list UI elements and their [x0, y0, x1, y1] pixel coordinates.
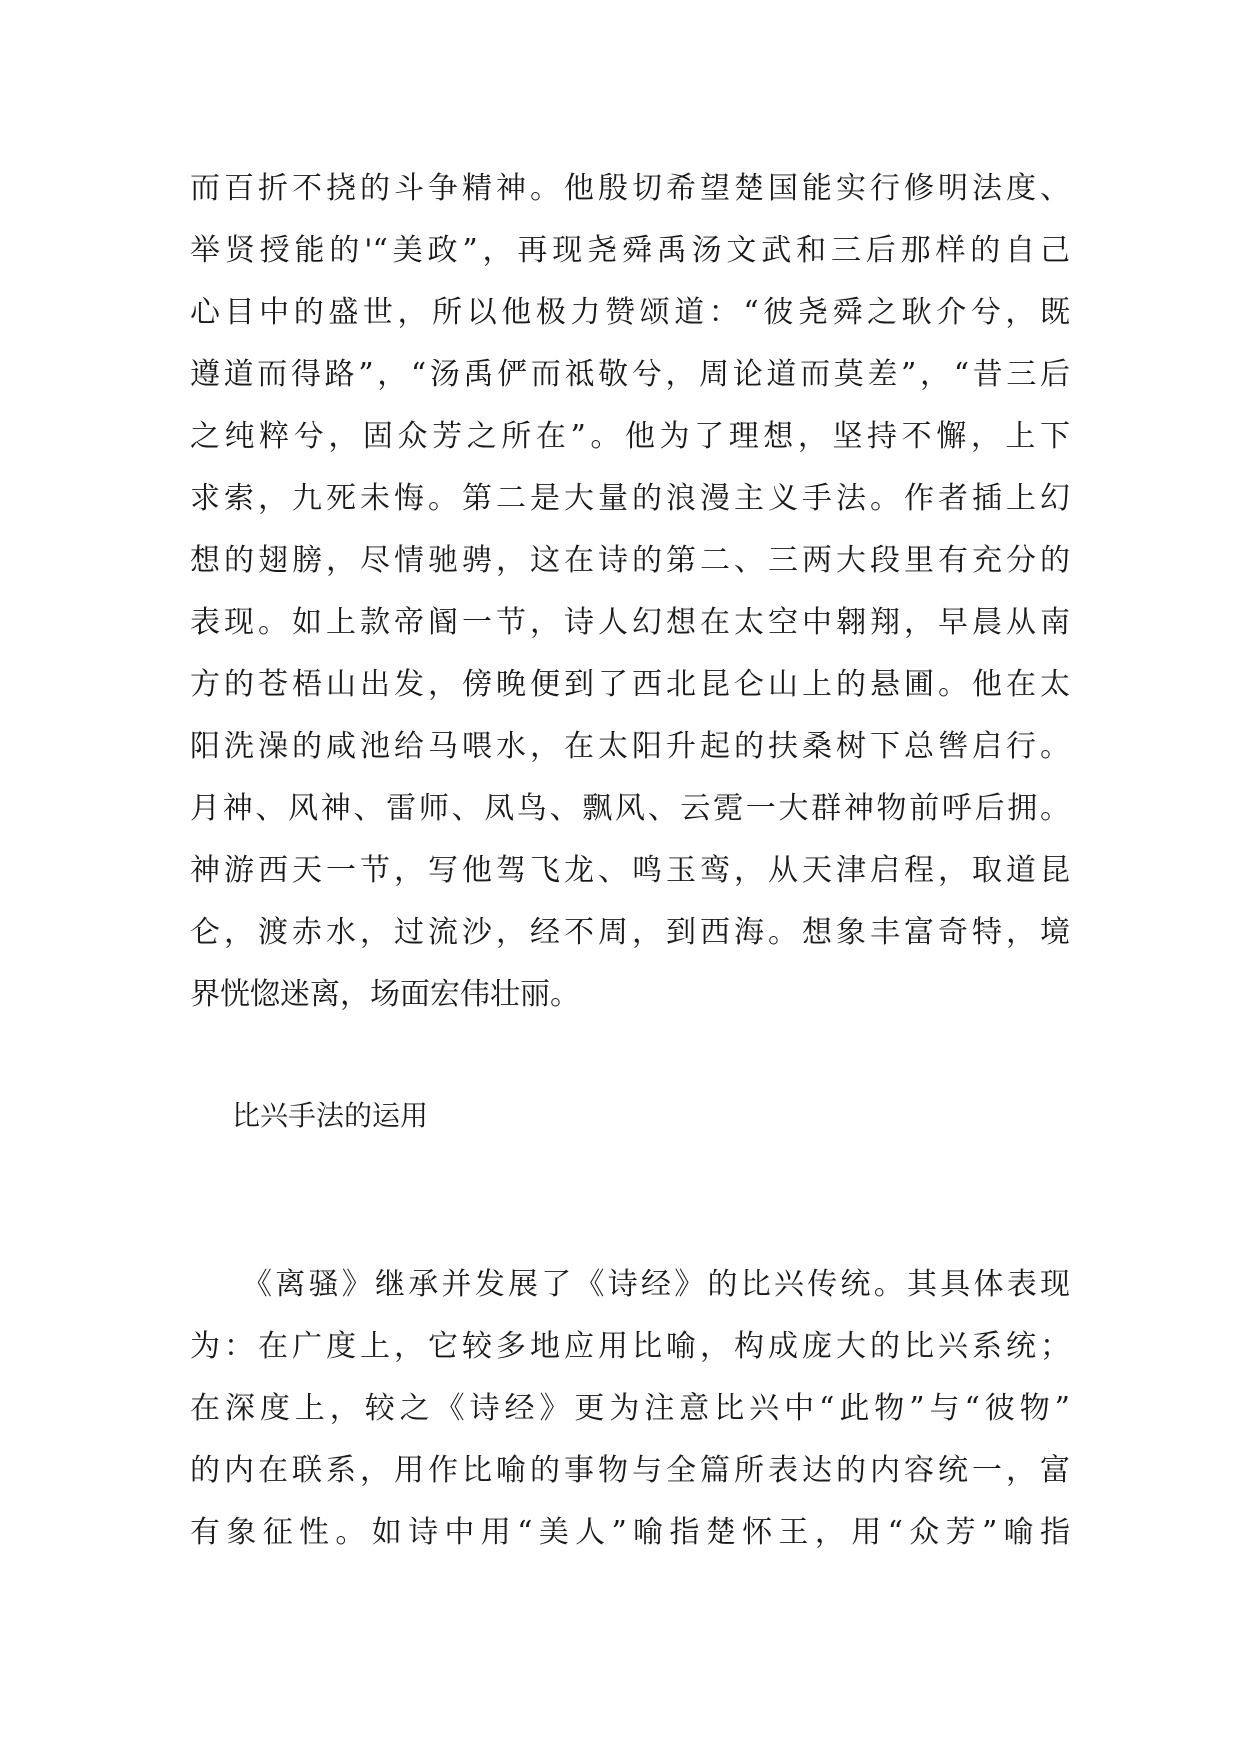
body-paragraph-2	[190, 1254, 1070, 1564]
text-line: 的内在联系，用作比喻的事物与全篇所表达的内容统一，富	[190, 1453, 1070, 1488]
text-line: 遵道而得路”，“汤禹俨而祗敬兮，周论道而莫差”，“昔三后	[190, 357, 1070, 392]
text-line: 求索，九死未悔。第二是大量的浪漫主义手法。作者插上幻	[190, 481, 1070, 516]
text-line: 而百折不挠的斗争精神。他殷切希望楚国能实行修明法度、	[190, 171, 1070, 206]
text-line: 在深度上，较之《诗经》更为注意比兴中“此物”与“彼物”	[190, 1391, 1070, 1426]
text-line: 之纯粹兮，固众芳之所在”。他为了理想，坚持不懈，上下	[190, 419, 1070, 454]
text-line: 《离骚》继承并发展了《诗经》的比兴传统。其具体表现	[242, 1267, 1070, 1302]
text-line: 心目中的盛世，所以他极力赞颂道：“彼尧舜之耿介兮，既	[190, 295, 1070, 330]
text-line: 阳洗澡的咸池给马喂水，在太阳升起的扶桑树下总辔启行。	[190, 729, 1070, 764]
text-line: 界恍惚迷离，场面宏伟壮丽。	[190, 977, 580, 1012]
text-line: 神游西天一节，写他驾飞龙、鸣玉鸾，从天津启程，取道昆	[190, 853, 1070, 888]
text-line: 有象征性。如诗中用“美人”喻指楚怀王，用“众芳”喻指	[190, 1515, 1070, 1550]
text-line: 为：在广度上，它较多地应用比喻，构成庞大的比兴系统；	[190, 1329, 1070, 1364]
text-line: 想的翅膀，尽情驰骋，这在诗的第二、三两大段里有充分的	[190, 543, 1070, 578]
text-line: 月神、风神、雷师、凤鸟、飘风、云霓一大群神物前呼后拥。	[190, 791, 1070, 826]
section-heading: 比兴手法的运用	[232, 1099, 429, 1132]
text-line: 表现。如上款帝阍一节，诗人幻想在太空中翱翔，早晨从南	[190, 605, 1070, 640]
text-line: 方的苍梧山出发，傍晚便到了西北昆仑山上的悬圃。他在太	[190, 667, 1070, 702]
body-paragraph-1	[190, 158, 1070, 1026]
text-line: 举贤授能的'“美政”，再现尧舜禹汤文武和三后那样的自己	[190, 233, 1070, 268]
text-line: 仑，渡赤水，过流沙，经不周，到西海。想象丰富奇特，境	[190, 915, 1070, 950]
